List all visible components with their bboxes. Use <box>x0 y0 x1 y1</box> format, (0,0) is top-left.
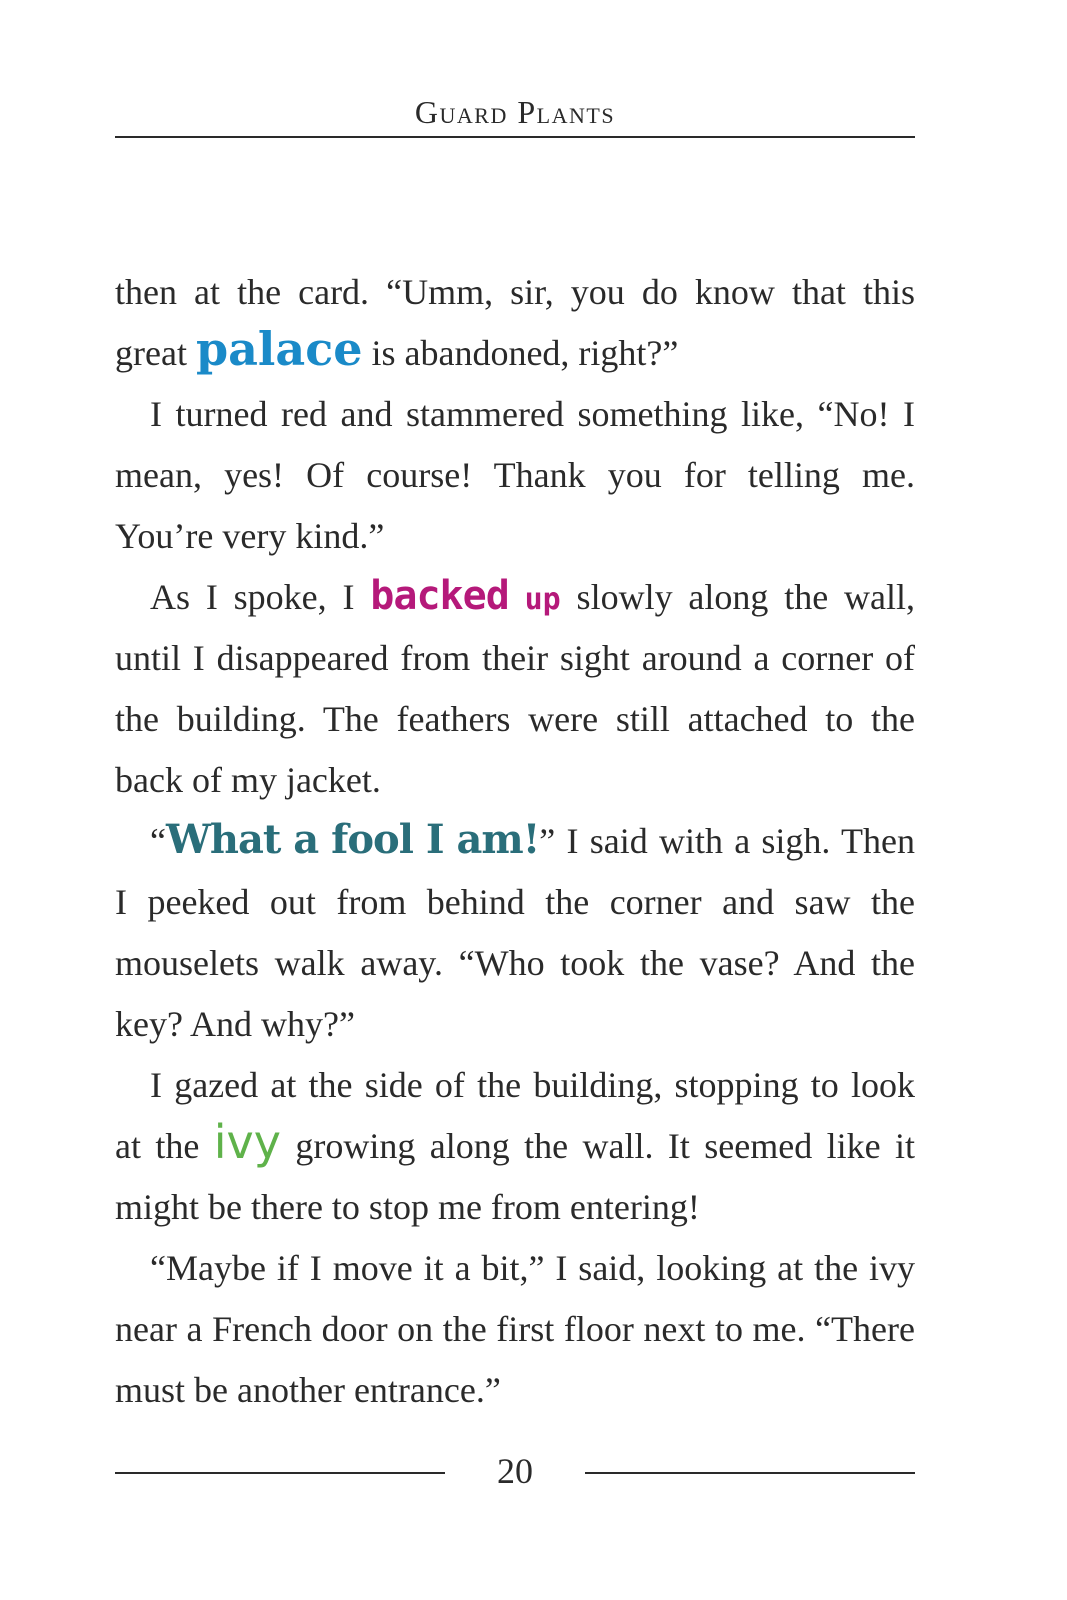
paragraph-2: I turned red and stammered something like, “No! I mean, yes! Of course! Thank you for telling me. You’re very kind.” <box>115 394 915 556</box>
footer-divider-right <box>585 1472 915 1474</box>
page-number: 20 <box>497 1451 533 1491</box>
paragraph-1-text-after: is abandoned, right?” <box>362 333 679 373</box>
paragraph-6: “Maybe if I move it a bit,” I said, looking at the ivy near a French door on the first floor next to me. “There must be another entrance.” <box>115 1248 915 1410</box>
paragraph-3-text-before: As I spoke, I <box>150 577 371 617</box>
paragraph-4 <box>115 811 915 1055</box>
highlight-word-up: up <box>524 582 561 617</box>
highlight-word-palace: palace <box>195 322 363 376</box>
header-divider <box>115 136 915 138</box>
highlight-word-ivy: ivy <box>213 1115 281 1169</box>
paragraph-3-text-after: slowly along the wall, until I disappeared from their sight around a corner of the building. The feathers were still attached to the back of my jacket. <box>115 577 915 800</box>
paragraph-3 <box>115 567 915 811</box>
paragraph-1 <box>115 262 915 384</box>
highlight-word-backed: backed <box>370 573 509 619</box>
paragraph-1-text-before: then at the card. “Umm, sir, you do know that this great <box>115 272 915 373</box>
paragraph-5 <box>115 1055 915 1238</box>
paragraph-4-open-quote: “ <box>150 821 166 861</box>
page-body-text <box>115 262 915 1421</box>
footer-divider-left <box>115 1472 445 1474</box>
running-header-title: Guard Plants <box>414 94 616 130</box>
paragraph-4-text-after: ” I said with a sigh. Then I peeked out from behind the corner and saw the mouselets walk away. “Who took the vase? And the key? And why?” <box>115 821 915 1044</box>
highlight-phrase-what-a-fool: What a fool I am! <box>165 816 540 863</box>
paragraph-5-text-before: I gazed at the side of the building, stopping to look at the <box>115 1065 915 1166</box>
paragraph-5-text-after: growing along the wall. It seemed like it might be there to stop me from entering! <box>115 1126 915 1227</box>
